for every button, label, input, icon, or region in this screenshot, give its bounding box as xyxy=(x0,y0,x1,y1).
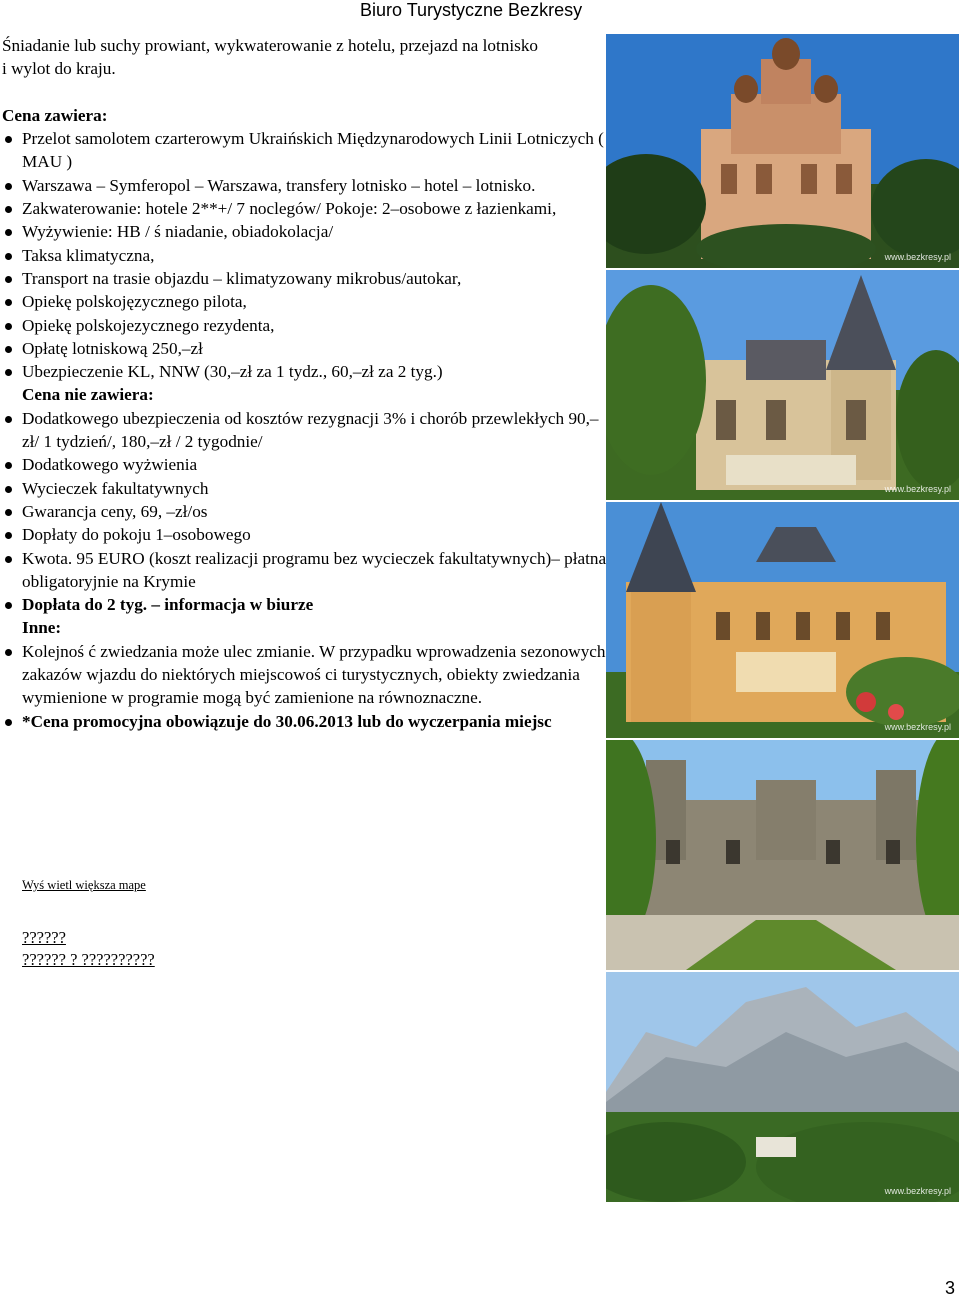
page-number: 3 xyxy=(945,1278,956,1298)
other-heading: Inne: xyxy=(22,618,62,638)
list-item: Opiekę polskojezycznego rezydenta, xyxy=(2,314,612,337)
list-item: Wyżywienie: HB / ś niadanie, obiadokolacja/ xyxy=(2,220,612,243)
list-item: Opiekę polskojęzycznego pilota, xyxy=(2,290,612,313)
list-item: Warszawa – Symferopol – Warszawa, transfery lotnisko – hotel – lotnisko. xyxy=(2,174,612,197)
intro-line-1: Śniadanie lub suchy prowiant, wykwaterowanie z hotelu, przejazd na lotnisko xyxy=(2,36,539,55)
list-item: Kolejnoś ć zwiedzania może ulec zmianie. W przypadku wprowadzenia sezonowych zakazów wjazdu do niektórych miejscowoś ci turystycznych, obiekty zwiedzania wymienione w programie mogą być zamienione na równoznaczne. xyxy=(2,640,612,710)
excluded-list xyxy=(2,407,612,617)
question-line-1[interactable]: ?????? xyxy=(22,928,66,947)
list-item: Zakwaterowanie: hotele 2**+/ 7 noclegów/ Pokoje: 2–osobowe z łazienkami, xyxy=(2,197,612,220)
vorontsov-palace-photo xyxy=(606,740,959,970)
list-item: Gwarancja ceny, 69, –zł/os xyxy=(2,500,612,523)
included-heading: Cena zawiera: xyxy=(2,105,108,125)
list-item: Kwota. 95 EURO (koszt realizacji programu bez wycieczek fakultatywnych)– płatna obligatoryjnie na Krymie xyxy=(2,547,612,594)
list-item: Ubezpieczenie KL, NNW (30,–zł za 1 tydz., 60,–zł za 2 tyg.) xyxy=(2,360,612,383)
list-item: Dopłata do 2 tyg. – informacja w biurze xyxy=(2,593,612,616)
intro-line-2: i wylot do kraju. xyxy=(2,59,116,79)
watermark: www.bezkresy.pl xyxy=(884,1186,951,1196)
map-link[interactable]: Wyś wietl większa mape xyxy=(22,878,146,892)
palace-tower-photo xyxy=(606,270,959,500)
other-list xyxy=(2,640,612,733)
watermark: www.bezkresy.pl xyxy=(884,252,951,262)
list-item: Transport na trasie objazdu – klimatyzowany mikrobus/autokar, xyxy=(2,267,612,290)
page-header: Biuro Turystyczne Bezkresy xyxy=(360,0,583,20)
watermark: www.bezkresy.pl xyxy=(884,722,951,732)
list-item: Dopłaty do pokoju 1–osobowego xyxy=(2,523,612,546)
massandra-palace-photo xyxy=(606,502,959,738)
list-item: Dodatkowego ubezpieczenia od kosztów rezygnacji 3% i chorób przewlekłych 90,– zł/ 1 tydzień/, 180,–zł / 2 tygodnie/ xyxy=(2,407,612,454)
list-item: Dodatkowego wyżwienia xyxy=(2,453,612,476)
question-line-2[interactable]: ?????? ? ?????????? xyxy=(22,950,155,969)
church-photo xyxy=(606,34,959,268)
list-item: *Cena promocyjna obowiązuje do 30.06.2013 lub do wyczerpania miejsc xyxy=(2,710,612,733)
list-item: Przelot samolotem czarterowym Ukraińskich Międzynarodowych Linii Lotniczych ( MAU ) xyxy=(2,127,612,174)
mountains-photo xyxy=(606,972,959,1202)
excluded-heading: Cena nie zawiera: xyxy=(22,385,154,405)
list-item: Wycieczek fakultatywnych xyxy=(2,477,612,500)
included-list xyxy=(2,127,612,383)
list-item: Opłatę lotniskową 250,–zł xyxy=(2,337,612,360)
list-item: Taksa klimatyczna, xyxy=(2,244,612,267)
offer-text xyxy=(2,34,612,733)
watermark: www.bezkresy.pl xyxy=(884,484,951,494)
